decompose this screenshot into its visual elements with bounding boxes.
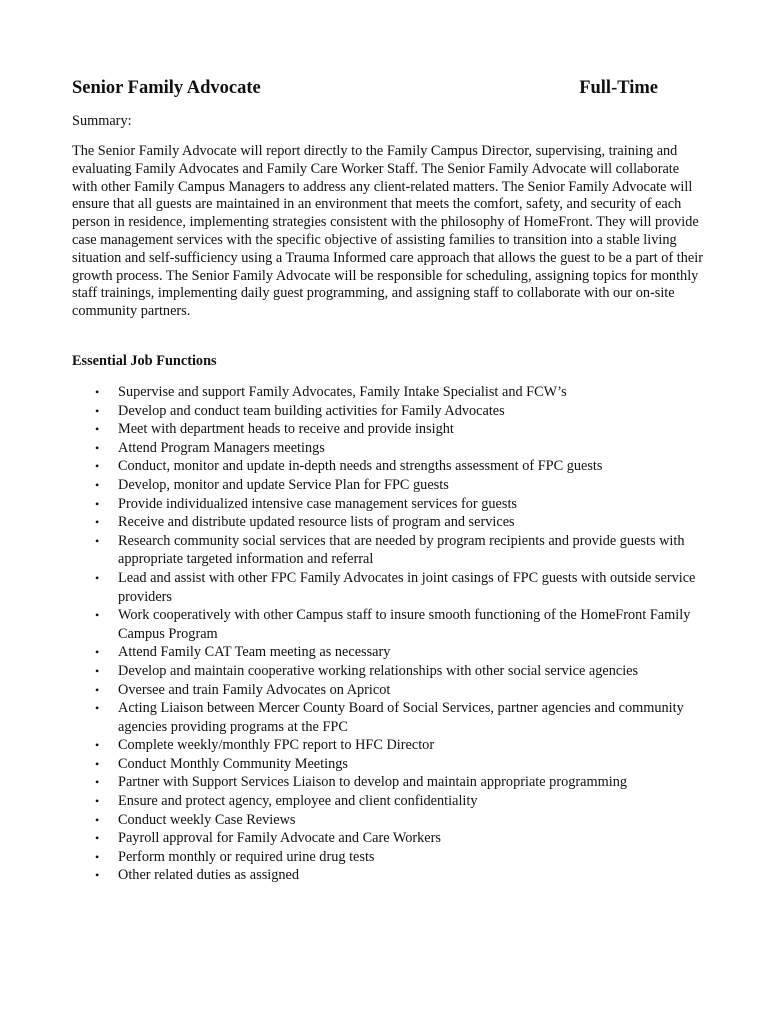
essential-functions-list [72, 383, 712, 885]
function-list-item [72, 402, 712, 421]
bullet-icon: • [95, 459, 100, 474]
bullet-icon: • [95, 608, 100, 623]
essential-functions-heading: Essential Job Functions [72, 353, 217, 369]
function-text: Develop and conduct team building activities for Family Advocates [118, 402, 505, 419]
bullet-icon: • [95, 422, 100, 437]
bullet-icon: • [95, 831, 100, 846]
bullet-icon: • [95, 385, 100, 399]
function-text: Oversee and train Family Advocates on Apricot [118, 681, 391, 698]
bullet-icon: • [95, 515, 100, 530]
summary-paragraph: The Senior Family Advocate will report directly to the Family Campus Director, supervising, training and evaluating Family Advocates and Family Care Worker Staff. The Senior Family Advocate will collaborate with other Family Campus Managers to address any client-related matters. The Senior Family Advocate will ensure that all guests are maintained in an environment that meets the comfort, safety, and security of each person in residence, implementing strategies consistent with the philosophy of HomeFront. They will provide case management services with the specific objective of assisting families to transition into a stable living situation and self-sufficiency using a Trauma Informed care approach that allows the guest to be a part of their growth process. The Senior Family Advocate will be responsible for scheduling, assigning topics for monthly staff trainings, implementing daily guest programming, and assigning staff to collaborate with our on-site community partners. [72, 143, 703, 320]
bullet-icon: • [95, 756, 100, 771]
function-list-item [72, 476, 712, 495]
bullet-icon: • [95, 496, 100, 511]
function-text: Research community social services that are needed by program recipients and provide guests with appropriate targeted information and referral [118, 532, 685, 568]
function-text: Meet with department heads to receive and provide insight [118, 421, 454, 438]
function-list-item [72, 662, 712, 681]
function-list-item [72, 439, 712, 458]
bullet-icon: • [95, 812, 100, 827]
function-list-item [72, 569, 712, 606]
function-text: Other related duties as assigned [118, 867, 300, 884]
function-list-item [72, 513, 712, 532]
function-text: Conduct, monitor and update in-depth needs and strengths assessment of FPC guests [118, 458, 603, 475]
bullet-icon: • [95, 682, 100, 697]
bullet-icon: • [95, 533, 100, 548]
bullet-icon: • [95, 645, 100, 660]
function-text: Provide individualized intensive case management services for guests [118, 495, 518, 512]
function-text: Conduct Monthly Community Meetings [118, 755, 348, 772]
function-text: Conduct weekly Case Reviews [118, 811, 296, 828]
bullet-icon: • [95, 775, 100, 790]
function-text: Complete weekly/monthly FPC report to HFC Director [118, 737, 435, 754]
function-list-item [72, 699, 712, 736]
function-list-item [72, 755, 712, 774]
function-list-item [72, 792, 712, 811]
employment-type: Full-Time [579, 78, 658, 98]
job-title: Senior Family Advocate [72, 78, 261, 98]
function-text: Lead and assist with other FPC Family Advocates in joint casings of FPC guests with outside service providers [118, 569, 696, 605]
bullet-icon: • [95, 403, 100, 418]
function-text: Receive and distribute updated resource lists of program and services [118, 514, 515, 531]
function-text: Partner with Support Services Liaison to develop and maintain appropriate programming [118, 774, 628, 791]
function-list-item [72, 532, 712, 569]
function-text: Supervise and support Family Advocates, Family Intake Specialist and FCW’s [118, 384, 567, 400]
function-text: Attend Family CAT Team meeting as necessary [118, 644, 391, 661]
function-text: Payroll approval for Family Advocate and Care Workers [118, 830, 441, 847]
bullet-icon: • [95, 440, 100, 455]
function-list-item [72, 866, 712, 885]
bullet-icon: • [95, 738, 100, 753]
title-row [72, 77, 658, 99]
function-list-item [72, 811, 712, 830]
bullet-icon: • [95, 794, 100, 809]
function-list-item [72, 606, 712, 643]
function-text: Perform monthly or required urine drug tests [118, 848, 375, 865]
bullet-icon: • [95, 477, 100, 492]
function-list-item [72, 495, 712, 514]
function-list-item [72, 736, 712, 755]
function-text: Develop, monitor and update Service Plan for FPC guests [118, 476, 449, 493]
function-list-item [72, 383, 712, 402]
function-list-item [72, 773, 712, 792]
bullet-icon: • [95, 701, 100, 716]
bullet-icon: • [95, 663, 100, 678]
bullet-icon: • [95, 868, 100, 883]
function-text: Attend Program Managers meetings [118, 439, 325, 456]
function-list-item [72, 457, 712, 476]
summary-label: Summary: [72, 113, 132, 129]
function-list-item [72, 848, 712, 867]
function-list-item [72, 829, 712, 848]
function-list-item [72, 681, 712, 700]
function-text: Work cooperatively with other Campus staff to insure smooth functioning of the HomeFront Family Campus Program [118, 607, 691, 642]
function-list-item [72, 420, 712, 439]
function-text: Ensure and protect agency, employee and client confidentiality [118, 793, 478, 810]
bullet-icon: • [95, 849, 100, 864]
function-text: Develop and maintain cooperative working relationships with other social service agencies [118, 662, 639, 679]
function-text: Acting Liaison between Mercer County Board of Social Services, partner agencies and community agencies providing programs at the FPC [118, 700, 684, 735]
function-list-item [72, 643, 712, 662]
bullet-icon: • [95, 570, 100, 585]
